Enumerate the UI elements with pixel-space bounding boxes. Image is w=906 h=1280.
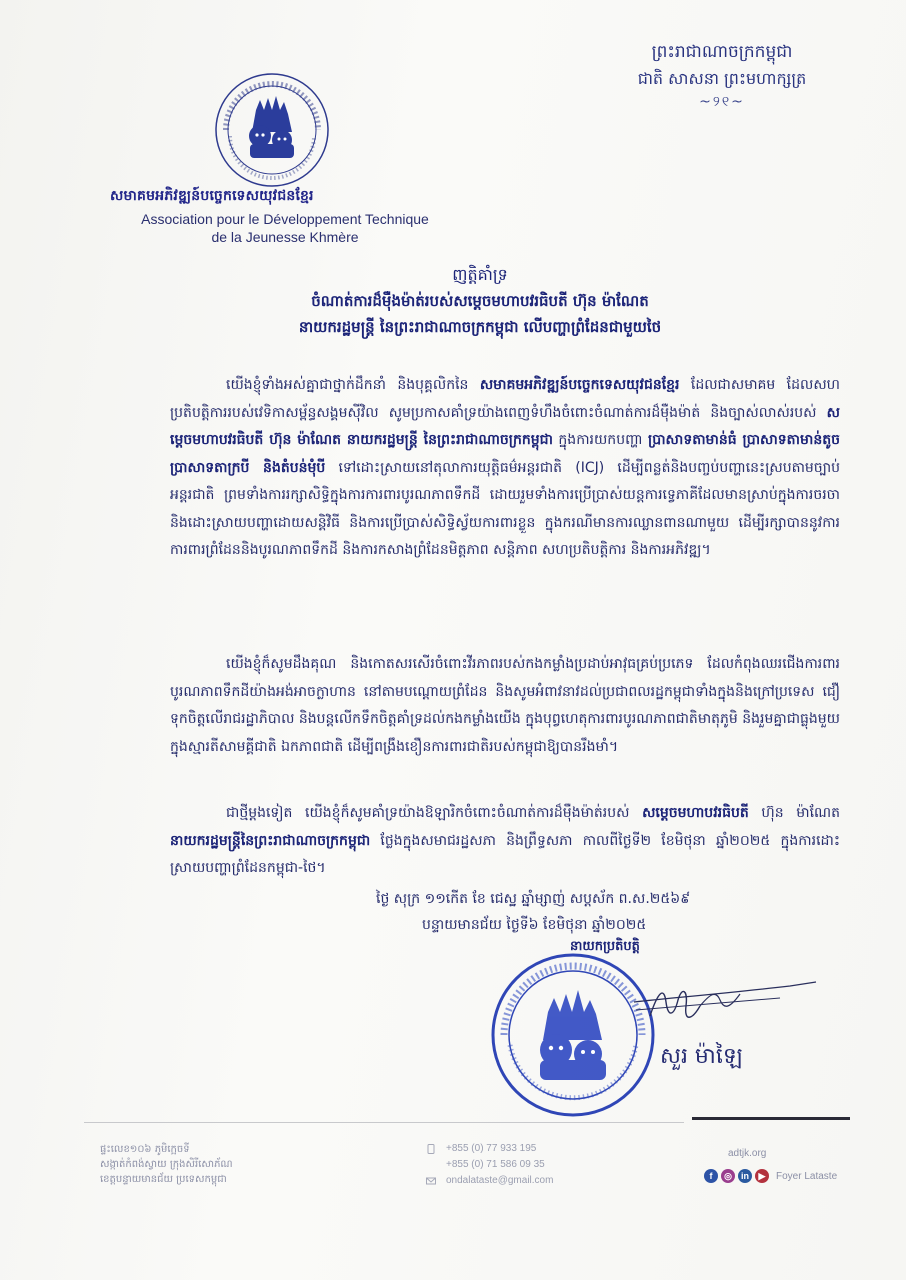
p3-text-a: ជាថ្មីម្តងទៀត យើងខ្ញុំក៏សូមគាំទ្រយ៉ាងឱឡារិកចំពោះចំណាត់ការដ៏ម៉ឺងម៉ាត់របស់ xyxy=(226,805,643,821)
footer-address xyxy=(100,1142,320,1187)
address-line-2: សង្កាត់កំពង់ស្វាយ ក្រុងសិរីសោភ័ណ xyxy=(100,1159,233,1170)
p3-text-e: ថ្លែងក្នុងសមាជរដ្ឋសភា និងព្រឹទ្ធសភា កាលពីថ្ងៃទី២ ខែមិថុនា ឆ្នាំ២០២៥ ក្នុងការដោះស្រាយបញ្ហាព្រំដែនកម្ពុជា-ថៃ។ xyxy=(170,832,840,876)
organization-name-french xyxy=(105,210,465,246)
organization-name-french-line2: de la Jeunesse Khmère xyxy=(211,229,359,245)
date-block xyxy=(376,886,816,938)
p1-pm-name: សម្តេចមហាបវរធិបតី ហ៊ុន ម៉ាណែត នាយករដ្ឋមន្ត្រី នៃព្រះរាជាណាចក្រកម្ពុជា xyxy=(170,404,840,448)
organization-logo xyxy=(212,70,332,190)
email-row xyxy=(426,1174,646,1188)
footer-divider xyxy=(84,1122,684,1123)
paragraph-1 xyxy=(170,372,840,565)
p1-temples: ប្រាសាទតាមាន់ធំ ប្រាសាទតាមាន់តូច ប្រាសាទតាក្របី និងតំបន់មុំបី xyxy=(170,432,841,476)
email-address: ondalataste@gmail.com xyxy=(446,1175,554,1186)
p1-text-g: ទៅដោះស្រាយនៅតុលាការយុត្តិធម៌អន្តរជាតិ (ICJ) ដើម្បីពន្លត់និងបញ្ចប់បញ្ហានេះស្របតាមច្បាប់អន្តរជាតិ ព្រមទាំងការរក្សាសិទ្ធិក្នុងការការពារបូរណភាពទឹកដី ដោយរួមទាំងការប្រើប្រាស់យន្តការទ្វេភាគីដែលមានស្រាប់ក្នុងការចរចានិងដោះស្រាយបញ្ហាដោយសន្តិវិធី និងការប្រើប្រាស់សិទ្ធិស្វ័យការពារខ្លួន ក្នុងករណីមានការឈ្លានពានណាមួយ ដើម្បីរក្សាបាននូវការការពារព្រំដែននិងបូរណភាពទឹកដី និងការកសាងព្រំដែនមិត្តភាព សន្តិភាព សហប្រតិបត្តិការ និងការអភិវឌ្ឍ។ xyxy=(170,459,840,558)
social-icons-row xyxy=(704,1169,864,1183)
address-line-3: ខេត្តបន្ទាយមានជ័យ ប្រទេសកម្ពុជា xyxy=(100,1174,227,1185)
phone-spacer xyxy=(426,1160,436,1170)
youtube-icon[interactable]: ▶ xyxy=(755,1169,769,1183)
handwritten-signature xyxy=(630,972,820,1042)
linkedin-icon[interactable]: in xyxy=(738,1169,752,1183)
p1-org-name: សមាគមអភិវឌ្ឍន៍បច្ចេកទេសយុវជនខ្មែរ xyxy=(479,377,680,393)
title-line-1: ញត្តិគាំទ្រ xyxy=(452,265,508,284)
signatory-name: សួរ ម៉ាឡៃ xyxy=(660,1044,743,1069)
national-motto: ជាតិ សាសនា ព្រះមហាក្សត្រ xyxy=(637,69,807,88)
title-line-3: នាយករដ្ឋមន្ត្រី នៃព្រះរាជាណាចក្រកម្ពុជា លើបញ្ហាព្រំដែនជាមួយថៃ xyxy=(298,318,662,336)
national-motto-block xyxy=(592,38,852,112)
p3-text-c: ហ៊ុន ម៉ាណែត xyxy=(748,805,840,821)
p1-text-a: យើងខ្ញុំទាំងអស់គ្នាជាថ្នាក់ដឹកនាំ និងបុគ្គលិកនៃ xyxy=(226,377,480,393)
email-icon xyxy=(426,1176,436,1186)
solar-date: បន្ទាយមានជ័យ ថ្ងៃទី៦ ខែមិថុនា ឆ្នាំ២០២៥ xyxy=(422,917,647,933)
p3-pm-position: នាយករដ្ឋមន្ត្រីនៃព្រះរាជាណាចក្រកម្ពុជា xyxy=(170,832,371,849)
kingdom-name: ព្រះរាជាណាចក្រកម្ពុជា xyxy=(651,42,793,62)
motto-ornament: ~୨୧~ xyxy=(699,94,745,110)
website-link[interactable]: adtjk.org xyxy=(728,1148,767,1159)
title-line-2: ចំណាត់ការដ៏ម៉ឺងម៉ាត់របស់សម្តេចមហាបវរធិបតី ហ៊ុន ម៉ាណែត xyxy=(311,292,649,310)
paragraph-3 xyxy=(170,800,840,883)
paragraph-2: យើងខ្ញុំក៏សូមដឹងគុណ និងកោតសរសើរចំពោះវីរភាពរបស់កងកម្លាំងប្រដាប់អាវុធគ្រប់ប្រភេទ ដែលកំពុងឈរជើងការពារបូរណភាពទឹកដីយ៉ាងអង់អាចក្លាហាន នៅតាមបណ្តោយព្រំដែន និងសូមអំពាវនាវដល់ប្រជាពលរដ្ឋកម្ពុជាទាំងក្នុងនិងក្រៅប្រទេស ជឿទុកចិត្តលើរាជរដ្ឋាភិបាល និងបន្តលើកទឹកចិត្តគាំទ្រដល់កងកម្លាំងយើង ក្នុងបុព្វហេតុការពារបូរណភាពជាតិមាតុភូមិ និងរួមគ្នាជាធ្លុងមួយក្នុងស្មារតីសាមគ្គីជាតិ ឯកភាពជាតិ ដើម្បីពង្រឹងខឿនការពារជាតិរបស់កម្ពុជាឱ្យបានរឹងមាំ។ xyxy=(170,656,841,755)
footer-contact xyxy=(426,1142,646,1190)
phone-icon xyxy=(426,1144,436,1154)
facebook-icon[interactable]: f xyxy=(704,1169,718,1183)
footer-accent-bar xyxy=(692,1117,850,1120)
p1-text-e: ក្នុងការយកបញ្ហា xyxy=(552,432,649,448)
phone-1: +855 (0) 77 933 195 xyxy=(446,1143,537,1154)
lunar-date: ថ្ងៃ សុក្រ ១១កើត ខែ ជេស្ឋ ឆ្នាំម្សាញ់ សប្តស័ក ព.ស.២៥៦៩ xyxy=(376,891,691,907)
social-handle: Foyer Lataste xyxy=(776,1170,838,1182)
phone-2: +855 (0) 71 586 09 35 xyxy=(446,1159,545,1170)
address-line-1: ផ្ទះលេខ១០៦ ភូមិក្អេចទី xyxy=(100,1144,190,1155)
organization-name-french-line1: Association pour le Développement Technique xyxy=(141,211,429,227)
phone-row-2 xyxy=(426,1158,646,1172)
document-title xyxy=(180,262,780,340)
phone-row-1 xyxy=(426,1142,646,1156)
footer-social xyxy=(704,1148,864,1183)
p1-text-c: ដែលជាសមាគម ដែលសហប្រតិបត្តិការរបស់វេទិកាសម្ព័ន្ធសង្គមស៊ីវិល សូមប្រកាសគាំទ្រយ៉ាងពេញទំហឹងចំពោះចំណាត់ការដ៏ម៉ឺងម៉ាត់ និងច្បាស់លាស់របស់ xyxy=(170,377,840,421)
p3-pm-title: សម្តេចមហាបវរធិបតី xyxy=(642,805,749,821)
organization-name-khmer: សមាគមអភិវឌ្ឍន៍បច្ចេកទេសយុវជនខ្មែរ xyxy=(110,188,314,204)
instagram-icon[interactable]: ◎ xyxy=(721,1169,735,1183)
signatory-title: នាយកប្រតិបត្តិ xyxy=(570,939,640,954)
